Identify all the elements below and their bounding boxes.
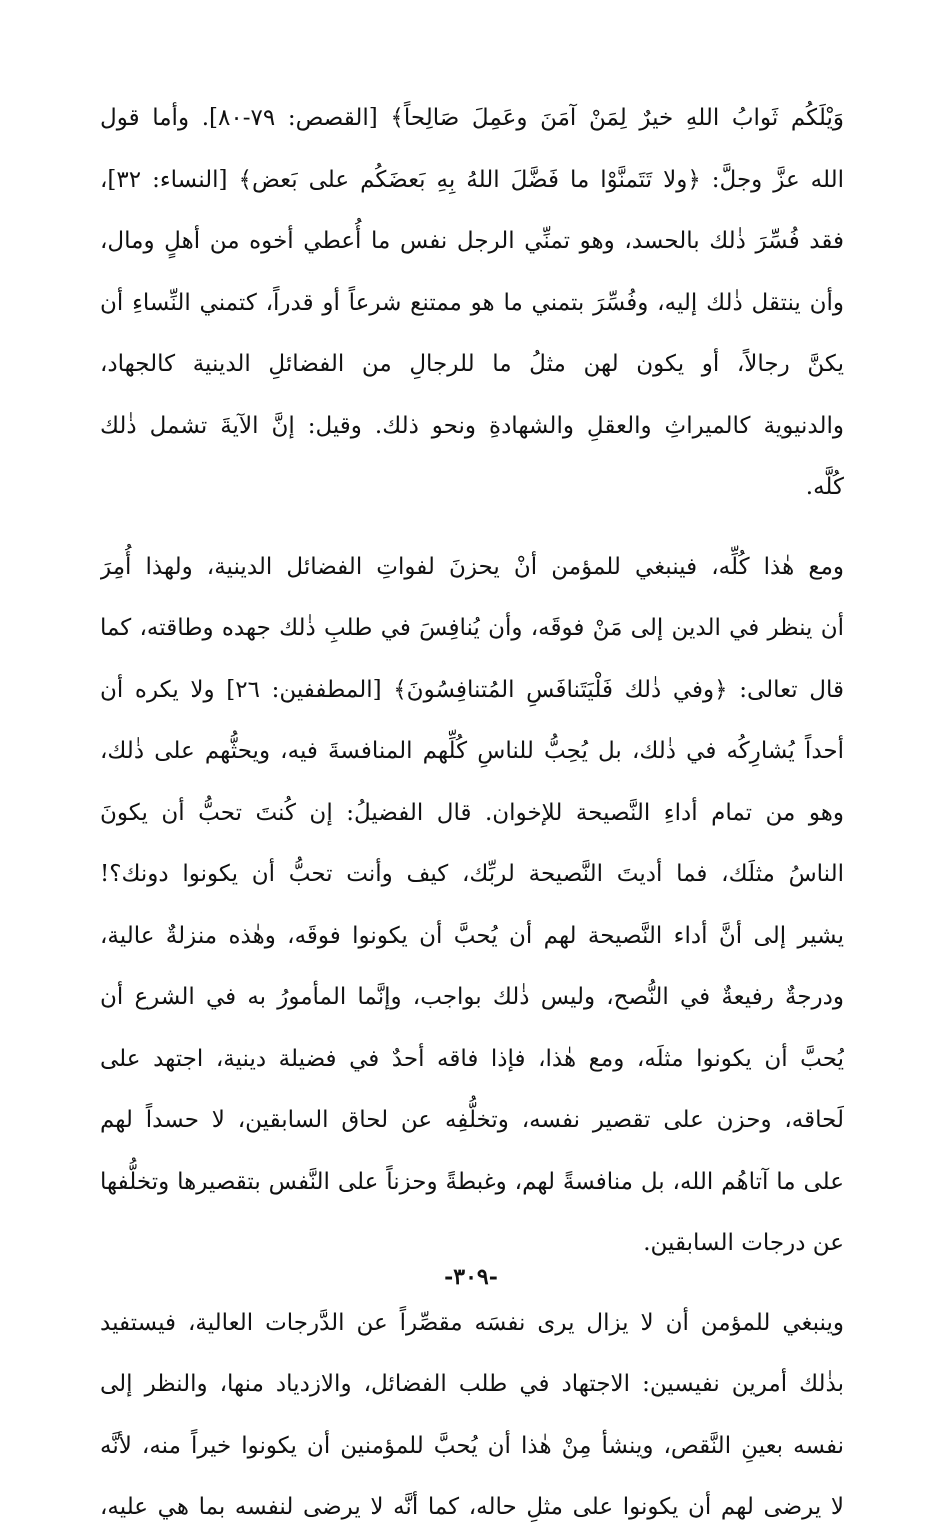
- text-line: وَيْلَكُم ثَوابُ اللهِ خيرٌ لِمَنْ آمَنَ وعَمِلَ صَالِحاً﴾ [القصص: ٧٩-٨٠]. وأما قول: [100, 105, 844, 131]
- paragraph-1: [100, 88, 844, 519]
- text-line: وأن ينتقل ذٰلك إليه، وفُسِّرَ بتمني ما هو ممتنع شرعاً أو قدراً، كتمني النِّساءِ أن: [100, 289, 844, 316]
- text-line: أن ينظر في الدين إلى مَنْ فوقَه، وأن يُنافِسَ في طلبِ ذٰلك جهده وطاقته، كما: [100, 615, 844, 641]
- paragraph-spacer: [100, 519, 844, 537]
- text-line: على ما آتاهُم الله، بل منافسةً لهم، وغبطةً وحزناً على النَّفس بتقصيرها وتخلُّفها: [100, 1168, 844, 1195]
- paragraph-3: [100, 1293, 844, 1539]
- text-line: والدنيوية كالميراثِ والعقلِ والشهادةِ ونحو ذلك. وقيل: إنَّ الآيةَ تشمل ذٰلك: [100, 412, 844, 439]
- text-line: أحداً يُشارِكُه في ذٰلك، بل يُحِبُّ للناسِ كُلِّهم المنافسةَ فيه، ويحثُّهم على ذٰلك،: [100, 738, 844, 764]
- text-line: لَحاقه، وحزن على تقصير نفسه، وتخلُّفِه عن لحاق السابقين، لا حسداً لهم: [100, 1107, 844, 1133]
- text-line: وينبغي للمؤمن أن لا يزال يرى نفسَه مقصِّراً عن الدَّرجات العالية، فيستفيد: [100, 1309, 844, 1336]
- text-line: بذٰلك أمرين نفيسين: الاجتهاد في طلب الفضائل، والازدياد منها، والنظر إلى: [100, 1371, 844, 1397]
- paragraph-2: [100, 537, 844, 1275]
- page-body: [100, 88, 844, 1539]
- text-line: ومع هٰذا كُلِّه، فينبغي للمؤمن أنْ يحزنَ لفواتِ الفضائل الدينية، ولهذا أُمِرَ: [100, 553, 844, 580]
- text-line: يكنَّ رجالاً، أو يكون لهن مثلُ ما للرجالِ من الفضائلِ الدينية كالجهاد،: [100, 351, 844, 377]
- text-line: ودرجةٌ رفيعةٌ في النُّصح، وليس ذٰلك بواجب، وإنَّما المأمورُ به في الشرع أن: [100, 984, 844, 1010]
- page-number: -٣٠٩-: [444, 1264, 498, 1290]
- text-line: فقد فُسِّرَ ذٰلك بالحسد، وهو تمنِّي الرجل نفس ما أُعطي أخوه من أهلٍ ومال،: [100, 228, 844, 254]
- text-line: نفسه بعينِ النَّقص، وينشأ مِنْ هٰذا أن يُحبَّ للمؤمنين أن يكونوا خيراً منه، لأنَّه: [100, 1432, 844, 1459]
- text-line: الله عزَّ وجلَّ: ﴿ولا تَتَمنَّوْا ما فَضَّلَ اللهُ بِهِ بَعضَكُم على بَعض﴾ [النساء: ٣٢]،: [100, 166, 844, 193]
- text-line: يُحبَّ أن يكونوا مثلَه، ومع هٰذا، فإذا فاقه أحدٌ في فضيلة دينية، اجتهد على: [100, 1045, 844, 1072]
- text-line: لا يرضى لهم أن يكونوا على مثلِ حاله، كما أنَّه لا يرضى لنفسه بما هي عليه،: [100, 1494, 844, 1520]
- text-line: وهو من تمام أداءِ النَّصيحة للإخوان. قال الفضيلُ: إن كُنتَ تحبُّ أن يكونَ: [100, 799, 844, 826]
- text-line: عن درجات السابقين.: [643, 1230, 844, 1256]
- text-line: كُلَّه.: [805, 474, 844, 500]
- text-line: يشير إلى أنَّ أداء النَّصيحة لهم أن يُحبَّ أن يكونوا فوقَه، وهٰذه منزلةٌ عالية،: [100, 922, 844, 949]
- text-line: قال تعالى: ﴿وفي ذٰلك فَلْيَتَنافَسِ المُتنافِسُونَ﴾ [المطففين: ٢٦] ولا يكره أن: [100, 676, 844, 703]
- text-line: الناسُ مثلَك، فما أديتَ النَّصيحة لربِّك، كيف وأنت تحبُّ أن يكونوا دونك؟!: [100, 861, 844, 887]
